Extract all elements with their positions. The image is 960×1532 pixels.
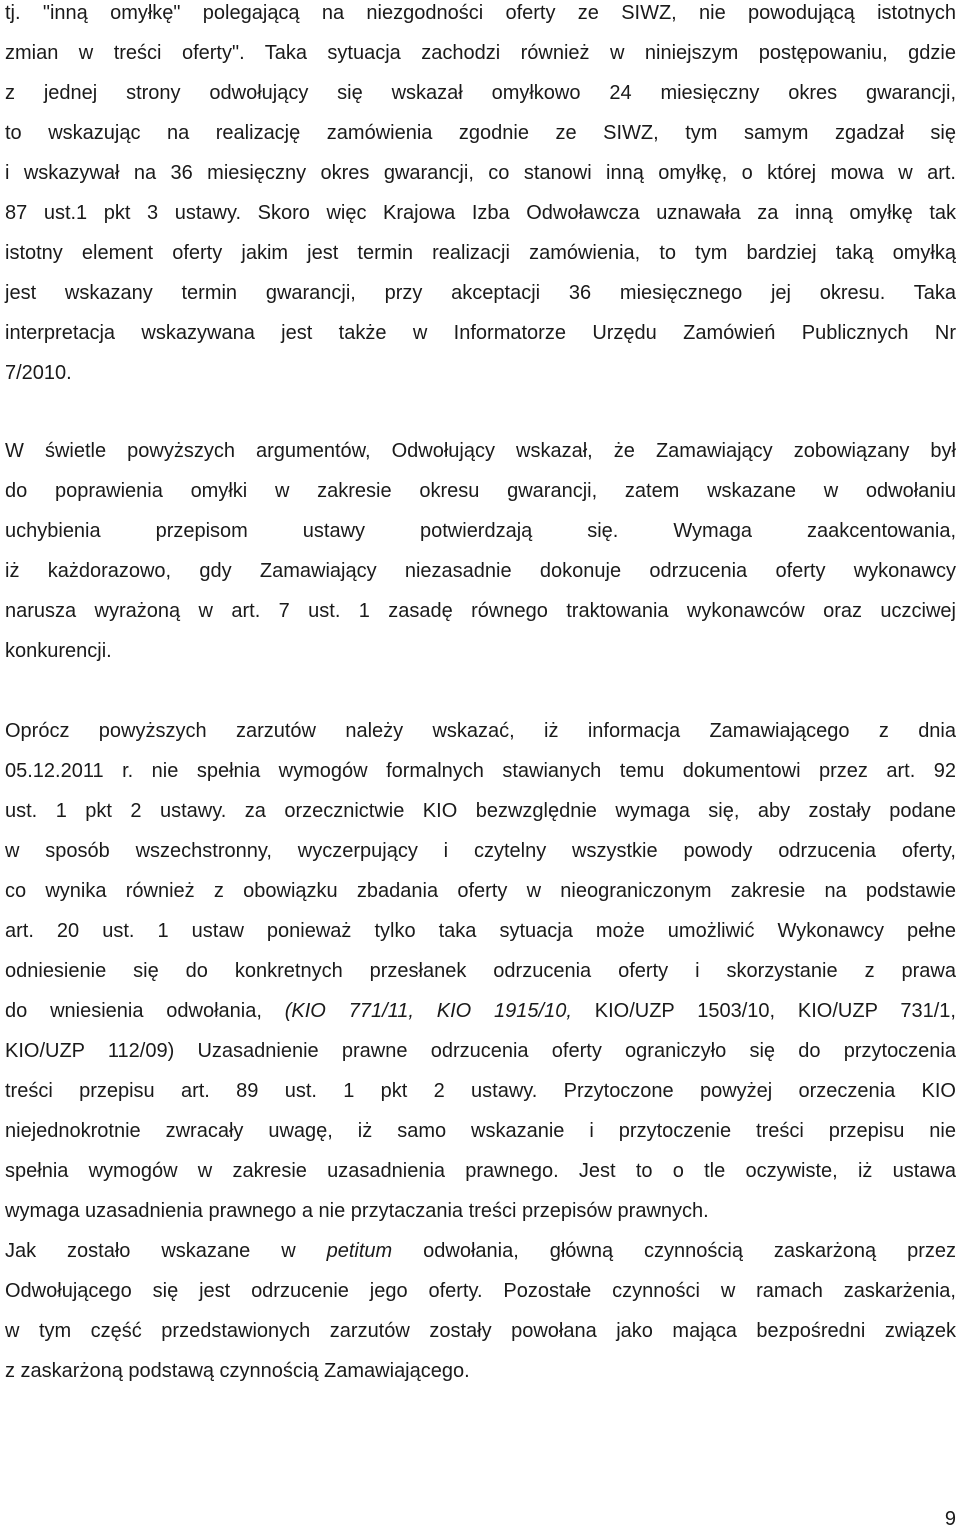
text-run: 7/2010. — [5, 362, 72, 384]
text-run: niejednokrotnie zwracały uwagę, iż samo wskazanie i przytoczenie treści przepisu nie — [5, 1120, 956, 1142]
text-line — [5, 918, 956, 958]
text-run: Odwołującego się jest odrzucenie jego oferty. Pozostałe czynności w ramach zaskarżenia, — [5, 1280, 956, 1302]
text-run: Oprócz powyższych zarzutów należy wskazać, iż informacja Zamawiającego z dnia — [5, 720, 956, 742]
text-run: w sposób wszechstronny, wyczerpujący i czytelny wszystkie powody odrzucenia oferty, — [5, 840, 956, 862]
text-line — [5, 1078, 956, 1118]
text-run: odwołania, główną czynnością zaskarżoną przez — [392, 1240, 956, 1262]
text-run: tj. "inną omyłkę" polegającą na niezgodności oferty ze SIWZ, nie powodującą istotnych — [5, 2, 956, 24]
text-run: uchybienia przepisom ustawy potwierdzają się. Wymaga zaakcentowania, — [5, 520, 956, 542]
italic-text-run: petitum — [326, 1240, 393, 1262]
italic-text-run: (KIO 771/11, KIO 1915/10, — [284, 1000, 572, 1022]
text-run: co wynika również z obowiązku zbadania oferty w nieograniczonym zakresie na podstawie — [5, 880, 956, 902]
text-line — [5, 558, 956, 598]
text-line — [5, 758, 956, 798]
text-line — [5, 1318, 956, 1358]
text-run: z zaskarżoną podstawą czynnością Zamawiającego. — [5, 1360, 470, 1382]
text-line — [5, 438, 956, 478]
text-run: 05.12.2011 r. nie spełnia wymogów formalnych stawianych temu dokumentowi przez art. 92 — [5, 760, 956, 782]
text-line — [5, 320, 956, 360]
text-line — [5, 1118, 956, 1158]
text-run: istotny element oferty jakim jest termin realizacji zamówienia, to tym bardziej taką omyłką — [5, 242, 956, 264]
text-run: 87 ust.1 pkt 3 ustawy. Skoro więc Krajowa Izba Odwoławcza uznawała za inną omyłkę tak — [5, 202, 956, 224]
text-line — [5, 718, 956, 758]
text-line — [5, 1358, 956, 1398]
text-run: KIO/UZP 1503/10, KIO/UZP 731/1, — [571, 1000, 956, 1022]
text-line — [5, 200, 956, 240]
text-line — [5, 998, 956, 1038]
text-run: konkurencji. — [5, 640, 112, 662]
text-run: to wskazując na realizację zamówienia zgodnie ze SIWZ, tym samym zgadzał się — [5, 122, 956, 144]
text-line — [5, 280, 956, 320]
text-line — [5, 1198, 956, 1238]
paragraph-2 — [5, 438, 956, 678]
text-line — [5, 240, 956, 280]
text-line — [5, 1238, 956, 1278]
text-line — [5, 0, 956, 40]
text-run: iż każdorazowo, gdy Zamawiający niezasadnie dokonuje odrzucenia oferty wykonawcy — [5, 560, 956, 582]
text-line — [5, 80, 956, 120]
text-line — [5, 120, 956, 160]
text-run: z jednej strony odwołujący się wskazał omyłkowo 24 miesięczny okres gwarancji, — [5, 82, 956, 104]
text-run: jest wskazany termin gwarancji, przy akceptacji 36 miesięcznego jej okresu. Taka — [5, 282, 956, 304]
text-run: w tym część przedstawionych zarzutów zostały powołana jako mająca bezpośredni związek — [5, 1320, 956, 1342]
text-line — [5, 638, 956, 678]
text-run: ust. 1 pkt 2 ustawy. za orzecznictwie KIO bezwzględnie wymaga się, aby zostały podane — [5, 800, 956, 822]
text-run: W świetle powyższych argumentów, Odwołujący wskazał, że Zamawiający zobowiązany był — [5, 440, 956, 462]
text-run: do wniesienia odwołania, — [5, 1000, 285, 1022]
text-run: interpretacja wskazywana jest także w Informatorze Urzędu Zamówień Publicznych Nr — [5, 322, 956, 344]
text-line — [5, 798, 956, 838]
text-line — [5, 1158, 956, 1198]
text-run: i wskazywał na 36 miesięczny okres gwarancji, co stanowi inną omyłkę, o której mowa w art. — [5, 162, 956, 184]
text-line — [5, 518, 956, 558]
text-line — [5, 1038, 956, 1078]
text-line — [5, 478, 956, 518]
text-run: art. 20 ust. 1 ustaw ponieważ tylko taka sytuacja może umożliwić Wykonawcy pełne — [5, 920, 956, 942]
paragraph-4 — [5, 1238, 956, 1398]
text-line — [5, 40, 956, 80]
page-number: 9 — [944, 1508, 956, 1530]
text-run: spełnia wymogów w zakresie uzasadnienia prawnego. Jest to o tle oczywiste, iż ustawa — [5, 1160, 956, 1182]
text-line — [5, 958, 956, 998]
text-run: wymaga uzasadnienia prawnego a nie przytaczania treści przepisów prawnych. — [5, 1200, 709, 1222]
text-line — [5, 598, 956, 638]
text-line — [5, 878, 956, 918]
text-run: zmian w treści oferty". Taka sytuacja zachodzi również w niniejszym postępowaniu, gdzie — [5, 42, 956, 64]
text-line — [5, 838, 956, 878]
text-line — [5, 1278, 956, 1318]
text-run: do poprawienia omyłki w zakresie okresu gwarancji, zatem wskazane w odwołaniu — [5, 480, 956, 502]
paragraph-3 — [5, 718, 956, 1238]
paragraph-1 — [5, 0, 956, 400]
text-run: odniesienie się do konkretnych przesłanek odrzucenia oferty i skorzystanie z prawa — [5, 960, 956, 982]
text-run: Jak zostało wskazane w — [5, 1240, 327, 1262]
text-run: treści przepisu art. 89 ust. 1 pkt 2 ustawy. Przytoczone powyżej orzeczenia KIO — [5, 1080, 956, 1102]
text-run: KIO/UZP 112/09) Uzasadnienie prawne odrzucenia oferty ograniczyło się do przytoczenia — [5, 1040, 956, 1062]
text-run: narusza wyrażoną w art. 7 ust. 1 zasadę równego traktowania wykonawców oraz uczciwej — [5, 600, 956, 622]
text-line — [5, 360, 956, 400]
text-line — [5, 160, 956, 200]
